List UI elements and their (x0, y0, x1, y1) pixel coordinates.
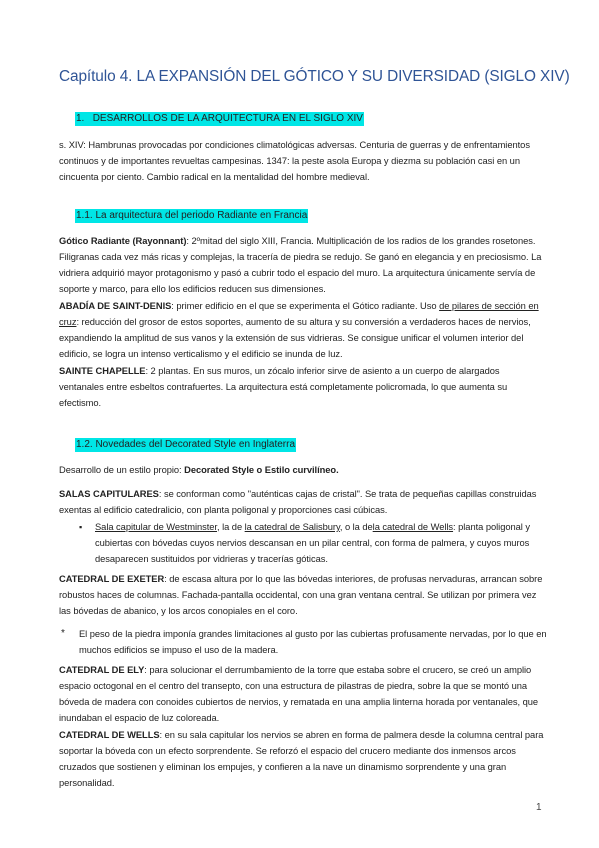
underlined-term: de pilares de sección en cruz (59, 301, 539, 328)
section-heading-1-1-label: 1.1. La arquitectura del periodo Radiante en Francia (76, 210, 308, 221)
underlined-term: la catedral de Wells (372, 522, 454, 532)
paragraph-sainte-chapelle (59, 363, 545, 411)
paragraph-gotico-radiante (59, 233, 545, 297)
paragraph-lead: ABADÍA DE SAINT-DENIS (59, 301, 172, 311)
paragraph-catedral-exeter (59, 571, 545, 619)
paragraph-text: Desarrollo de un estilo propio: (59, 465, 185, 475)
paragraph-lead: CATEDRAL DE WELLS (59, 730, 160, 740)
section-heading-1-1 (75, 210, 308, 221)
section-heading-1-2-label: 1.2. Novedades del Decorated Style en Inglaterra (76, 439, 296, 450)
paragraph-text: : en su sala capitular los nervios se abren en forma de palmera desde la columna central para soportar la bóveda con un efecto sorprendente. Se reforzó el espacio del crucero mediante dos inmensos arcos cruzados que sostienen y eliminan los empujes, y confieren a la nave un dinamismo sorprendente y una gran personalidad. (59, 730, 544, 789)
paragraph-text: : se conforman como "auténticas cajas de cristal". Se trata de pequeñas capillas construidas exentas al edificio catedralicio, con planta poligonal y proporciones casi cúbicas. (59, 489, 537, 516)
paragraph-lead: CATEDRAL DE ELY (59, 665, 145, 675)
section-heading-1 (75, 113, 364, 124)
paragraph-text: : de escasa altura por lo que las bóvedas interiores, de profusas nervaduras, arrancan sobre robustos haces de columnas. Fachada-pantalla occidental, con una gran ventana central. Se utilizan por primera vez las bóvedas de abanico, y los arcos conopiales en el coro. (59, 574, 543, 617)
star-marker: * (61, 628, 65, 639)
section-label: DESARROLLOS DE LA ARQUITECTURA EN EL SIGLO XIV (92, 113, 363, 124)
section-heading-1-2 (75, 439, 296, 450)
paragraph-saint-denis (59, 298, 545, 362)
paragraph-text: : 2 plantas. En sus muros, un zócalo inferior sirve de asiento a un cuerpo de alargados ventanales entre esbeltos contrafuertes. La arquitectura está completamente policromada, lo que aumenta su efectismo. (59, 366, 508, 409)
paragraph-text: : planta poligonal y cubiertas con bóvedas cuyos nervios descansan en un pilar central, con forma de palmera, y cuyos muros desaparecen sustituidos por vidrieras y tracerías góticas. (95, 522, 530, 565)
paragraph-catedral-wells (59, 727, 545, 791)
paragraph-lead: SALAS CAPITULARES (59, 489, 159, 499)
bullet-marker: ▪ (79, 522, 83, 532)
paragraph-text: , la de (216, 522, 245, 532)
bullet-item-salas (95, 519, 547, 567)
paragraph-decorated-style (59, 462, 545, 478)
paragraph-text: : primer edificio en el que se experimenta el Gótico radiante. Uso (171, 301, 440, 311)
paragraph-lead: Gótico Radiante (Rayonnant) (59, 236, 187, 246)
paragraph-text: El peso de la piedra imponía grandes limitaciones al gusto por las cubiertas profusamente nervadas, por lo que en muchos edificios se impuso el uso de la madera. (79, 629, 547, 656)
paragraph-text: Hambrunas provocadas por condiciones climatológicas adversas. Centuria de guerras y de enfrentamientos continuos y de importantes revueltas campesinas. 1347: la peste asola Europa y diezma su población casi en un cincuenta por ciento. Cambio radical en la mentalidad del hombre medieval. (59, 140, 530, 183)
paragraph-bold: Decorated Style o Estilo curvilíneo. (184, 465, 339, 475)
paragraph-lead: s. XIV: (59, 140, 86, 150)
section-heading-1-highlight (75, 112, 364, 126)
paragraph-lead: SAINTE CHAPELLE (59, 366, 146, 376)
section-number: 1. (76, 113, 85, 124)
underlined-term: la catedral de Salisbury (244, 522, 340, 532)
note-peso-piedra (79, 626, 547, 658)
paragraph-salas-capitulares (59, 486, 545, 518)
chapter-title: Capítulo 4. LA EXPANSIÓN DEL GÓTICO Y SU DIVERSIDAD (SIGLO XIV) (59, 68, 570, 85)
paragraph-text: : 2ºmitad del siglo XIII, Francia. Multiplicación de los radios de los grandes rosetones. Filigranas cada vez más ricas y complejas, la tracería de piedra se redujo. Se ganó en elegancia y en preciosismo. La vidriera adquirió mayor protagonismo y pasó a cubrir todo el espacio del muro. La arquitectura únicamente servía de soporte y marco, para ello los edificios reducen sus dimensiones. (59, 236, 542, 295)
page-number: 1 (536, 802, 542, 813)
paragraph-text: : para solucionar el derrumbamiento de la torre que estaba sobre el crucero, se creó un amplio espacio octogonal en el centro del transepto, con una estructura de pilastras de piedra, sobre la que se montó una bóveda de madera con conoides cubiertos de nervios, y rematada en una amplia linterna horada por ventanales, que inundaban el espacio de luz coloreada. (59, 665, 539, 724)
paragraph-lead: CATEDRAL DE EXETER (59, 574, 165, 584)
paragraph-catedral-ely (59, 662, 545, 726)
paragraph-text: : reducción del grosor de estos soportes, aumento de su altura y su conversión a verdaderos haces de nervios, expandiendo la amplitud de sus vanos y la extensión de sus vidrieras. Se consigue unificar el volumen interior del edificio, se logra un intenso verticalismo y el edificio se inunda de luz. (59, 317, 531, 360)
paragraph-text: , o la de (339, 522, 373, 532)
underlined-term: Sala capitular de Westminster (95, 522, 217, 532)
paragraph-siglo-xiv (59, 137, 545, 185)
